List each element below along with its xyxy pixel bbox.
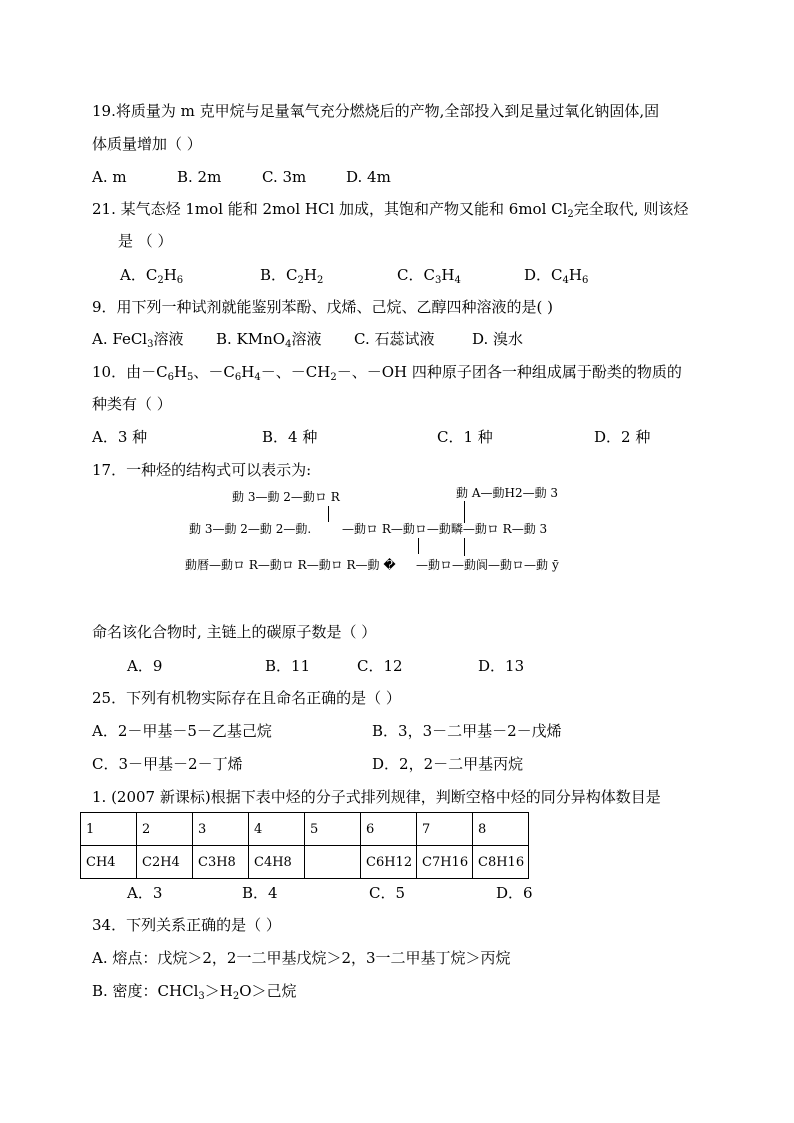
q17-option-a: A．9 bbox=[127, 657, 163, 675]
table-header-row bbox=[81, 813, 529, 846]
q21-option-b: B．$C_2H_2$ bbox=[260, 266, 324, 286]
q9-option-b: B. KMnO$_4$溶液 bbox=[216, 330, 322, 350]
q10-line2: 种类有（ ） bbox=[92, 395, 172, 413]
q21-option-d: D．$C_4H_6$ bbox=[524, 266, 589, 286]
q25-option-c: C．3－甲基－2－丁烯 bbox=[92, 755, 243, 773]
table-cell: 4 bbox=[249, 813, 305, 846]
q19-line2: 体质量增加（ ） bbox=[92, 135, 202, 153]
q17-line2: 命名该化合物时, 主链上的碳原子数是（ ） bbox=[92, 623, 377, 641]
q34-option-a: A. 熔点：戊烷＞2，2一二甲基戊烷＞2，3一二甲基丁烷＞丙烷 bbox=[92, 949, 511, 967]
q21-option-c: C．$C_3H_4$ bbox=[397, 266, 461, 286]
table-cell: 6 bbox=[361, 813, 417, 846]
q19-line1: 19.将质量为 m 克甲烷与足量氧气充分燃烧后的产物,全部投入到足量过氧化钠固体,固 bbox=[92, 102, 660, 120]
q19-option-d: D. 4m bbox=[346, 168, 391, 186]
q1-option-d: D．6 bbox=[496, 884, 533, 902]
q21-line2: 是 （ ） bbox=[118, 232, 173, 250]
q17-option-b: B．11 bbox=[265, 657, 311, 675]
q1-line1: 1. (2007 新课标)根据下表中烃的分子式排列规律，判断空格中烃的同分异构体数目是 bbox=[92, 788, 661, 806]
bond-line-2 bbox=[464, 501, 465, 523]
structure-row-2-left: 動 3—動 2—動 2—動. bbox=[189, 522, 312, 536]
q19-option-c: C. 3m bbox=[262, 168, 307, 186]
structure-row-1-left: 動 3—動 2—動ロ R bbox=[232, 490, 340, 504]
q21-line1: 21. 某气态烃 1mol 能和 2mol HCl 加成，其饱和产物又能和 6mol $Cl_2$完全取代, 则该烃 bbox=[92, 200, 689, 220]
table-cell: C8H16 bbox=[473, 846, 529, 879]
table-cell: 8 bbox=[473, 813, 529, 846]
table-cell: 5 bbox=[305, 813, 361, 846]
q17-line1: 17．一种烃的结构式可以表示为: bbox=[92, 461, 312, 479]
table-cell: CH4 bbox=[81, 846, 137, 879]
q19-option-b: B. 2m bbox=[177, 168, 222, 186]
q25-option-b: B．3，3－二甲基－2－戊烯 bbox=[372, 722, 562, 740]
table-cell-empty bbox=[305, 846, 361, 879]
q25-option-a: A．2－甲基－5－乙基己烷 bbox=[92, 722, 272, 740]
structure-row-1-right: 動 A—動H2—動 3 bbox=[456, 486, 559, 500]
table-cell: C7H16 bbox=[417, 846, 473, 879]
q10-option-a: A．3 种 bbox=[92, 428, 148, 446]
q25-line1: 25．下列有机物实际存在且命名正确的是（ ） bbox=[92, 689, 401, 707]
table-cell: 3 bbox=[193, 813, 249, 846]
q9-option-a: A. FeCl$_3$溶液 bbox=[92, 330, 184, 350]
q17-option-d: D．13 bbox=[478, 657, 525, 675]
q19-option-a: A. m bbox=[92, 168, 127, 186]
q9-option-c: C. 石蕊试液 bbox=[354, 330, 435, 348]
table-cell: 7 bbox=[417, 813, 473, 846]
q1-option-b: B．4 bbox=[242, 884, 278, 902]
table-cell: C6H12 bbox=[361, 846, 417, 879]
structure-row-3-right: —動ロ—動阆—動ロ—動 ӯ bbox=[416, 558, 559, 572]
formula-sequence-table bbox=[80, 812, 529, 879]
structural-formula bbox=[180, 478, 600, 590]
q9-option-d: D. 溴水 bbox=[472, 330, 524, 348]
q10-line1: 10．由$-C_6H_5$、$-C_6H_4-$、$-CH_2-$、－OH 四种原子团各一种组成属于酚类的物质的 bbox=[92, 363, 682, 383]
structure-row-2-right: —動ロ R—動ロ—動疄—動ロ R—動 3 bbox=[342, 522, 548, 536]
q10-option-c: C．1 种 bbox=[437, 428, 493, 446]
q34-line1: 34．下列关系正确的是（ ） bbox=[92, 916, 281, 934]
structure-row-3-left: 動暦—動ロ R—動ロ R—動ロ R—動 � bbox=[185, 558, 396, 572]
bond-line-4 bbox=[464, 538, 465, 556]
bond-line-3 bbox=[418, 538, 419, 554]
table-cell: C4H8 bbox=[249, 846, 305, 879]
q34-option-b: B. 密度：$CHCl_3>H_2O>$己烷 bbox=[92, 982, 297, 1002]
q1-option-c: C．5 bbox=[369, 884, 406, 902]
q25-option-d: D．2，2－二甲基丙烷 bbox=[372, 755, 524, 773]
table-cell: C3H8 bbox=[193, 846, 249, 879]
q1-option-a: A．3 bbox=[127, 884, 163, 902]
q9-line1: 9．用下列一种试剂就能鉴别苯酚、戊烯、己烷、乙醇四种溶液的是( ) bbox=[92, 298, 554, 316]
q17-option-c: C．12 bbox=[357, 657, 403, 675]
table-cell: 1 bbox=[81, 813, 137, 846]
table-cell: 2 bbox=[137, 813, 193, 846]
bond-line-1 bbox=[328, 506, 329, 522]
table-row bbox=[81, 846, 529, 879]
table-cell: C2H4 bbox=[137, 846, 193, 879]
q21-option-a: A．$C_2H_6$ bbox=[120, 266, 184, 286]
q10-option-b: B．4 种 bbox=[262, 428, 318, 446]
q10-option-d: D．2 种 bbox=[594, 428, 651, 446]
